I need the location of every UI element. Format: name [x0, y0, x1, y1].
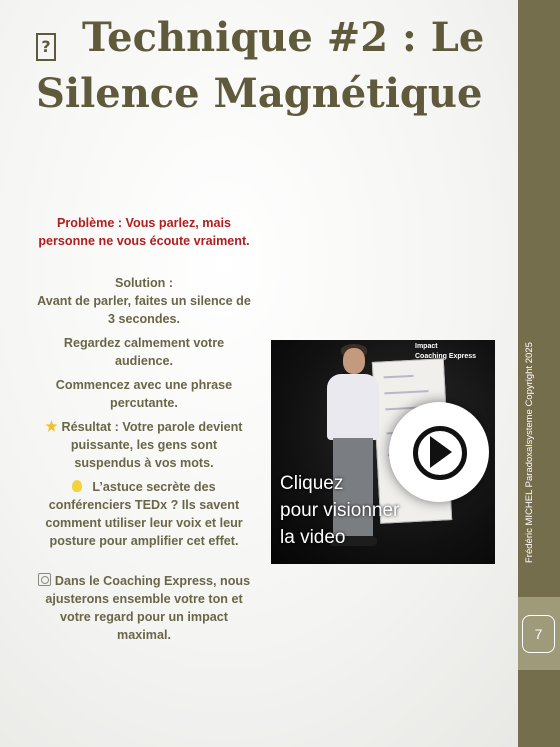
caption-line-3: la video: [280, 527, 346, 548]
coaching-label: Dans le Coaching Express, nous ajusterons ensemble votre ton et votre regard pour un impact maximal.: [45, 574, 251, 642]
step-2: Regardez calmement votre audience.: [63, 336, 225, 368]
slide-title-text: Technique #2 : Le Silence Magnétique: [36, 14, 485, 117]
brand-line-2: Coaching Express: [415, 353, 477, 360]
lightbulb-icon: [72, 480, 82, 492]
slide-title: [36, 10, 506, 122]
problem-text: Problème : Vous parlez, mais personne ne vous écoute vraiment.: [38, 216, 250, 248]
page-badge: [518, 597, 560, 670]
tip-label: L’astuce secrète des conférenciers TEDx ? Ils savent comment utiliser leur voix et leur posture pour amplifier cet effet.: [45, 480, 243, 548]
result-text: [36, 418, 252, 472]
page-number: 7: [522, 615, 555, 653]
copyright-credit: Frédéric MICHEL Paradoxalsysteme Copyright 2025: [524, 342, 535, 564]
play-icon[interactable]: [389, 402, 489, 502]
star-icon: [45, 420, 57, 432]
video-brand: [415, 342, 476, 362]
frame-icon: [38, 573, 51, 586]
brand-line-1: Impact: [415, 343, 438, 350]
step-3: Commencez avec une phrase percutante.: [55, 378, 233, 410]
solution-label: Solution :: [114, 276, 174, 290]
presenter-shirt: [327, 374, 379, 440]
tip-text: [36, 478, 252, 550]
unknown-glyph-icon: [36, 33, 56, 61]
caption-line-1: Cliquez: [280, 473, 344, 494]
step-1: Avant de parler, faites un silence de 3 secondes.: [37, 294, 251, 326]
caption-line-2: pour visionner: [280, 500, 400, 521]
coaching-text: [36, 572, 252, 644]
presenter-head: [343, 348, 365, 374]
content-block: [36, 214, 252, 644]
play-triangle: [430, 436, 452, 468]
result-label: Résultat : Votre parole devient puissante, les gens sont suspendus à vos mots.: [61, 420, 243, 470]
video-thumbnail[interactable]: [271, 340, 495, 564]
